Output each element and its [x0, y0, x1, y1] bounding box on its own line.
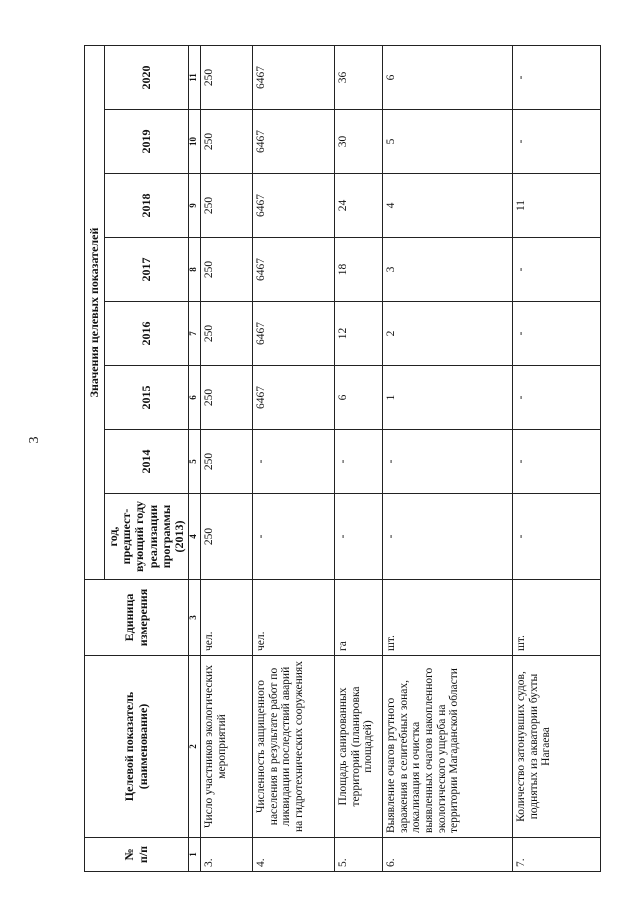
row-unit: га [335, 580, 383, 656]
row-value: - [513, 238, 601, 302]
row-indicator: Количество затонувших судов, поднятых из акватории бухты Нагаева [513, 656, 601, 838]
target-indicators-table [84, 45, 601, 872]
column-number: 8 [189, 238, 201, 302]
row-value: 250 [201, 494, 253, 580]
row-value: 250 [201, 238, 253, 302]
row-num: 5. [335, 838, 383, 872]
column-number: 1 [189, 838, 201, 872]
row-value: - [383, 494, 513, 580]
row-indicator: Выявление очагов ртутного заражения в селитебных зонах, локализация и очистка выявленных очагов накопленного экологического ущерба на территории Магаданской области [383, 656, 513, 838]
rotated-table-wrapper [84, 46, 601, 872]
column-number: 9 [189, 174, 201, 238]
column-number: 6 [189, 366, 201, 430]
row-num: 4. [253, 838, 335, 872]
row-value: - [335, 494, 383, 580]
row-num: 3. [201, 838, 253, 872]
row-value: 3 [383, 238, 513, 302]
table-row [335, 45, 383, 871]
column-number-row [189, 45, 201, 871]
row-indicator: Площадь санированных территорий (планировка площадей) [335, 656, 383, 838]
header-year: 2019 [105, 110, 189, 174]
row-value: 6467 [253, 174, 335, 238]
row-value: 250 [201, 366, 253, 430]
header-unit: Единица измерения [85, 580, 189, 656]
row-indicator: Численность защищенного населения в результате работ по ликвидации последствий аварий на гидротехнических сооружениях [253, 656, 335, 838]
row-value: - [513, 302, 601, 366]
row-value: 250 [201, 174, 253, 238]
row-value: - [513, 45, 601, 109]
row-value: - [513, 494, 601, 580]
header-year: 2018 [105, 174, 189, 238]
row-value: 250 [201, 302, 253, 366]
column-number: 10 [189, 110, 201, 174]
header-year: 2020 [105, 45, 189, 109]
row-num: 7. [513, 838, 601, 872]
row-value: 36 [335, 45, 383, 109]
column-number: 4 [189, 494, 201, 580]
row-value: 250 [201, 110, 253, 174]
row-value: 18 [335, 238, 383, 302]
row-value: 1 [383, 366, 513, 430]
header-indicator: Целевой показатель (наименование) [85, 656, 189, 838]
row-value: 11 [513, 174, 601, 238]
row-value: 24 [335, 174, 383, 238]
row-unit: шт. [383, 580, 513, 656]
header-year: 2015 [105, 366, 189, 430]
row-value: 12 [335, 302, 383, 366]
row-value: - [253, 494, 335, 580]
row-value: 6467 [253, 302, 335, 366]
row-value: - [513, 110, 601, 174]
column-number: 7 [189, 302, 201, 366]
row-value: 6467 [253, 366, 335, 430]
table-row [513, 45, 601, 871]
column-number: 3 [189, 580, 201, 656]
header-values-group: Значения целевых показателей [85, 45, 105, 579]
row-unit: шт. [513, 580, 601, 656]
row-unit: чел. [253, 580, 335, 656]
row-value: 250 [201, 45, 253, 109]
row-value: 30 [335, 110, 383, 174]
row-value: 6467 [253, 238, 335, 302]
column-number: 5 [189, 430, 201, 494]
row-value: - [513, 366, 601, 430]
table-row [253, 45, 335, 871]
column-number: 11 [189, 45, 201, 109]
header-year: 2017 [105, 238, 189, 302]
row-value: 2 [383, 302, 513, 366]
table-row [383, 45, 513, 871]
row-value: - [335, 430, 383, 494]
row-value: - [383, 430, 513, 494]
row-value: 4 [383, 174, 513, 238]
row-value: 6467 [253, 45, 335, 109]
row-value: - [253, 430, 335, 494]
row-indicator: Число участников экологических мероприятий [201, 656, 253, 838]
row-num: 6. [383, 838, 513, 872]
row-unit: чел. [201, 580, 253, 656]
row-value: 6467 [253, 110, 335, 174]
row-value: - [513, 430, 601, 494]
header-year: 2016 [105, 302, 189, 366]
header-base-year: год, предшест-вующий году реализации программы (2013) [105, 494, 189, 580]
column-number: 2 [189, 656, 201, 838]
header-num: № п/п [85, 838, 189, 872]
table-row [201, 45, 253, 871]
row-value: 6 [335, 366, 383, 430]
row-value: 250 [201, 430, 253, 494]
row-value: 5 [383, 110, 513, 174]
page-number: 3 [27, 436, 42, 444]
row-value: 6 [383, 45, 513, 109]
header-year: 2014 [105, 430, 189, 494]
